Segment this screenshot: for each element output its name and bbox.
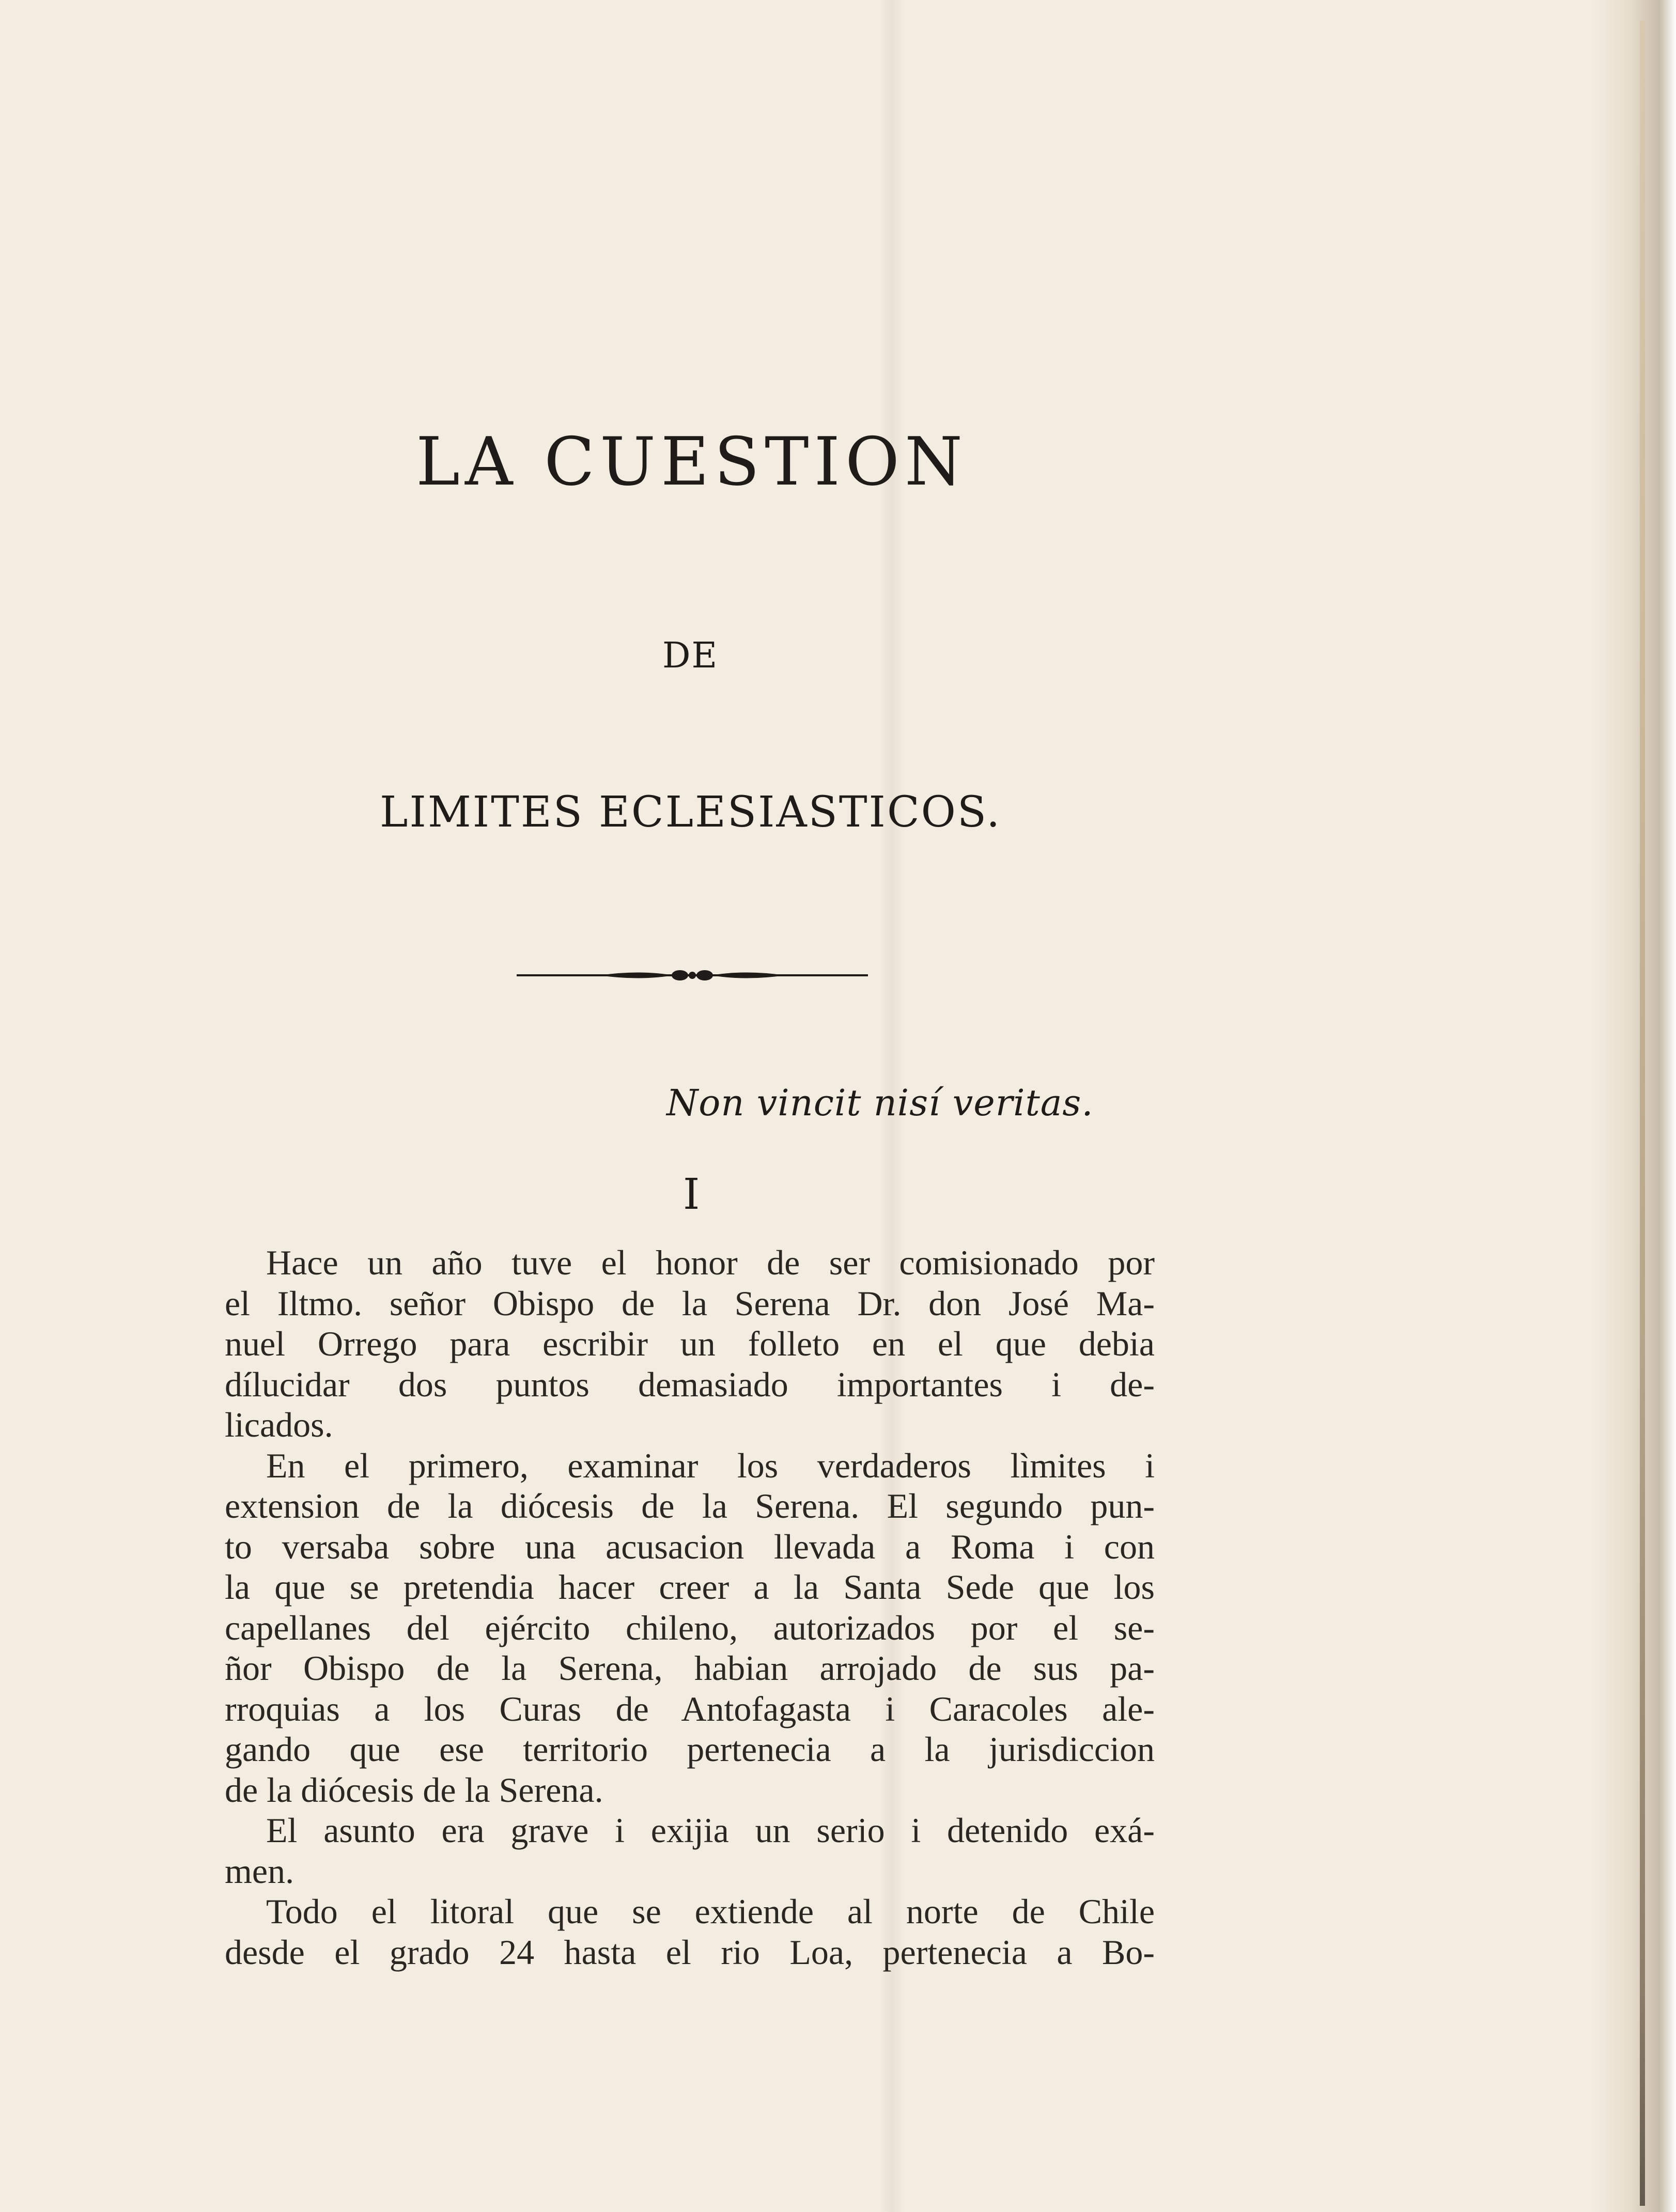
motto: Non vincit nisí veritas. (666, 1082, 1094, 1124)
body-line: licados. (225, 1405, 333, 1444)
body-line: men. (225, 1851, 294, 1891)
body-line: rroquias a los Curas de Antofagasta i Caracoles ale- (225, 1689, 1155, 1728)
body-line: Todo el litoral que se extiende al norte de Chile (266, 1892, 1155, 1931)
document-title: LA CUESTION (416, 424, 968, 501)
body-line: En el primero, examinar los verdaderos lìmites i (266, 1445, 1155, 1485)
page-edge (1640, 21, 1645, 2206)
body-line: capellanes del ejército chileno, autorizados por el se- (225, 1608, 1155, 1647)
page-edge-shadow (1593, 0, 1676, 2212)
body-line: extension de la diócesis de la Serena. El segundo pun- (225, 1486, 1155, 1525)
body-line: el Iltmo. señor Obispo de la Serena Dr. don José Ma- (225, 1283, 1155, 1323)
body-line: dílucidar dos puntos demasiado importantes i de- (225, 1364, 1155, 1404)
section-number: I (683, 1170, 700, 1219)
ornament-divider (517, 965, 868, 986)
body-line: Hace un año tuve el honor de ser comisionado por (266, 1243, 1155, 1282)
body-line: desde el grado 24 hasta el rio Loa, pertenecia a Bo- (225, 1932, 1155, 1972)
document-subtitle: LIMITES ECLESIASTICOS. (380, 788, 1002, 837)
title-connector: DE (662, 635, 719, 676)
body-line: gando que ese territorio pertenecia a la jurisdiccion (225, 1730, 1155, 1769)
body-line: ñor Obispo de la Serena, habian arrojado de sus pa- (225, 1648, 1155, 1688)
body-text (225, 1242, 1155, 1972)
body-line: El asunto era grave i exijia un serio i detenido exá- (266, 1811, 1155, 1850)
body-line: la que se pretendia hacer creer a la Santa Sede que los (225, 1567, 1155, 1607)
body-line: de la diócesis de la Serena. (225, 1770, 603, 1810)
body-line: nuel Orrego para escribir un folleto en el que debia (225, 1324, 1155, 1363)
body-line: to versaba sobre una acusacion llevada a Roma i con (225, 1526, 1155, 1566)
